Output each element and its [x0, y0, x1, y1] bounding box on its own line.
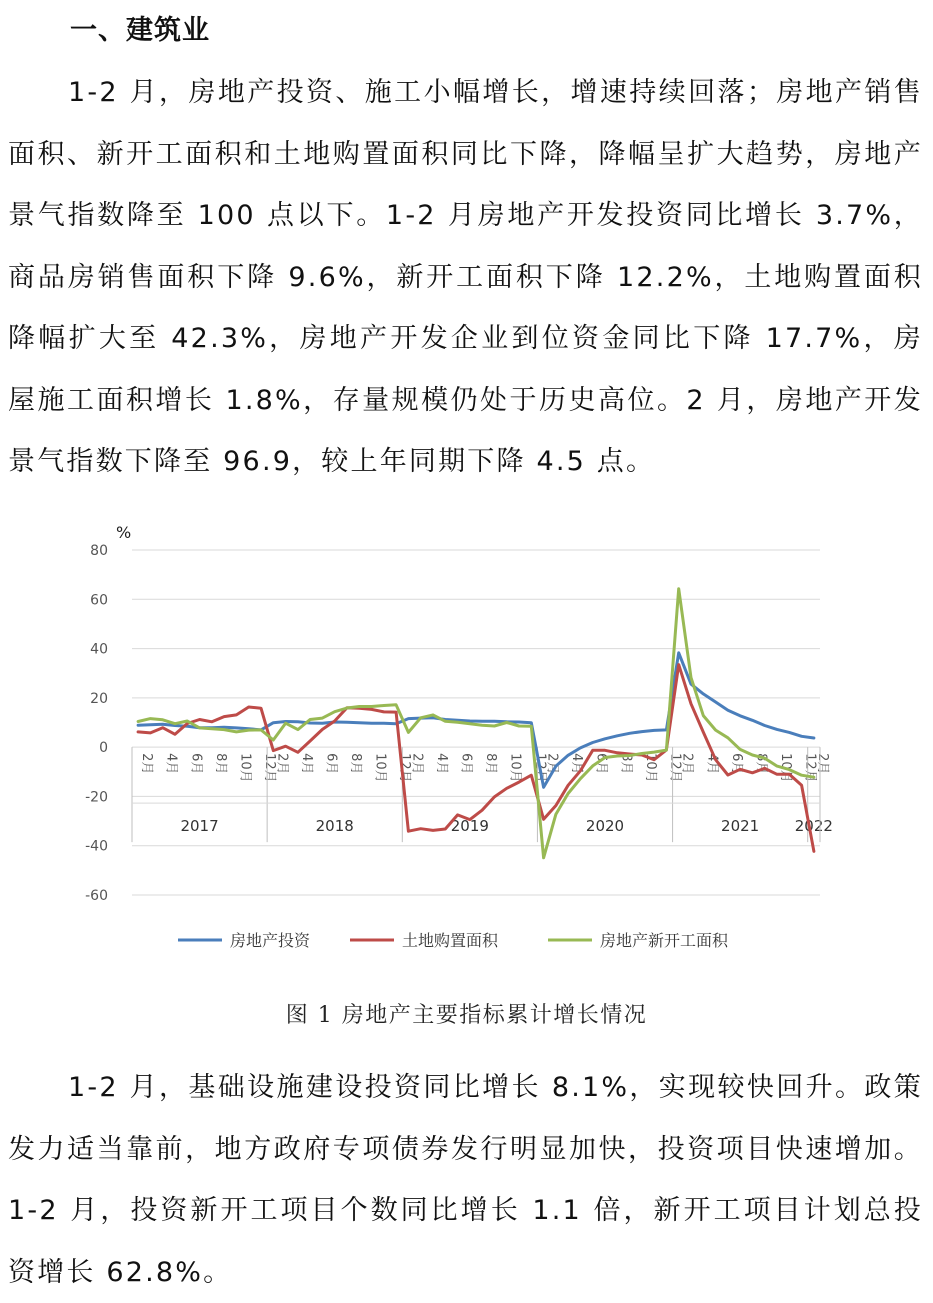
x-tick-label: 2月 [814, 753, 830, 775]
x-tick-label: 10月 [642, 753, 658, 783]
figure-caption: 图 1 房地产主要指标累计增长情况 [285, 1003, 648, 1028]
x-tick-label: 12月 [802, 753, 818, 783]
year-label: 2021 [721, 817, 760, 836]
x-tick-label: 12月 [262, 753, 277, 783]
x-tick-label: 6月 [458, 753, 474, 775]
x-tick-label: 10月 [507, 753, 523, 783]
x-tick-label: 8月 [618, 753, 634, 775]
x-tick-label: 4月 [704, 753, 720, 775]
y-tick-label: 60 [90, 592, 108, 609]
x-tick-label: 8月 [348, 753, 363, 775]
line-chart [60, 510, 860, 980]
legend-label: 土地购置面积 [402, 931, 499, 950]
legend-label: 房地产新开工面积 [600, 931, 729, 950]
year-label: 2019 [450, 817, 489, 836]
x-tick-label: 8月 [753, 753, 769, 775]
x-tick-label: 4月 [569, 753, 585, 775]
x-tick-label: 12月 [667, 753, 683, 783]
x-tick-label: 6月 [728, 753, 744, 775]
x-tick-label: 8月 [212, 753, 228, 775]
x-tick-label: 2月 [139, 753, 155, 775]
section-heading: 一、建筑业 [70, 15, 210, 46]
x-tick-label: 8月 [483, 753, 499, 775]
x-tick-label: 6月 [188, 753, 204, 775]
y-tick-label: 20 [90, 690, 108, 707]
x-tick-label: 12月 [397, 753, 413, 783]
legend-label: 房地产投资 [230, 931, 311, 950]
x-tick-label: 4月 [298, 753, 314, 775]
y-axis [85, 523, 131, 904]
chart-legend [178, 931, 729, 950]
x-tick-label: 2月 [679, 753, 695, 775]
x-tick-label: 6月 [323, 753, 339, 775]
year-label: 2022 [794, 817, 833, 836]
x-tick-label: 10月 [778, 753, 793, 783]
y-tick-label: -20 [85, 789, 108, 806]
x-tick-label: 2月 [409, 753, 425, 775]
x-tick-label: 2月 [544, 753, 560, 775]
x-tick-label: 10月 [372, 753, 388, 783]
y-axis-unit-label: % [116, 523, 132, 542]
y-tick-label: 80 [90, 543, 108, 559]
x-tick-label: 2月 [274, 753, 290, 775]
y-tick-label: -60 [85, 888, 108, 904]
paragraph-infrastructure: 1-2 月，基础设施建设投资同比增长 8.1%，实现较快回升。政策发力适当靠前，地方政府专项债券发行明显加快，投资项目快速增加。1-2 月，投资新开工项目个数同比增长 1.1 倍，新开工项目计划总投资增长 62.8%。 [8, 1072, 923, 1288]
x-tick-label: 12月 [532, 753, 548, 783]
x-tick-label: 4月 [163, 753, 179, 775]
x-tick-label: 4月 [434, 753, 449, 775]
year-label: 2017 [180, 817, 219, 836]
x-tick-label: 6月 [593, 753, 609, 775]
y-tick-label: 0 [99, 740, 108, 757]
y-tick-label: 40 [90, 641, 108, 658]
year-label: 2018 [315, 817, 354, 836]
x-tick-label: 10月 [237, 753, 253, 783]
x-axis [132, 747, 833, 842]
paragraph-real-estate: 1-2 月，房地产投资、施工小幅增长，增速持续回落；房地产销售面积、新开工面积和土地购置面积同比下降，降幅呈扩大趋势，房地产景气指数降至 100 点以下。1-2 月房地产开发投资同比增长 3.7%，商品房销售面积下降 9.6%，新开工面积下降 12.2%，土地购置面积降幅扩大至 42.3%，房地产开发企业到位资金同比下降 17.7%，房屋施工面积增长 1.8%，存量规模仍处于历史高位。2 月，房地产开发景气指数下降至 96.9，较上年同期下降 4.5 点。 [8, 77, 923, 477]
year-label: 2020 [585, 817, 625, 836]
chart-container [60, 510, 860, 980]
y-tick-label: -40 [85, 838, 108, 855]
